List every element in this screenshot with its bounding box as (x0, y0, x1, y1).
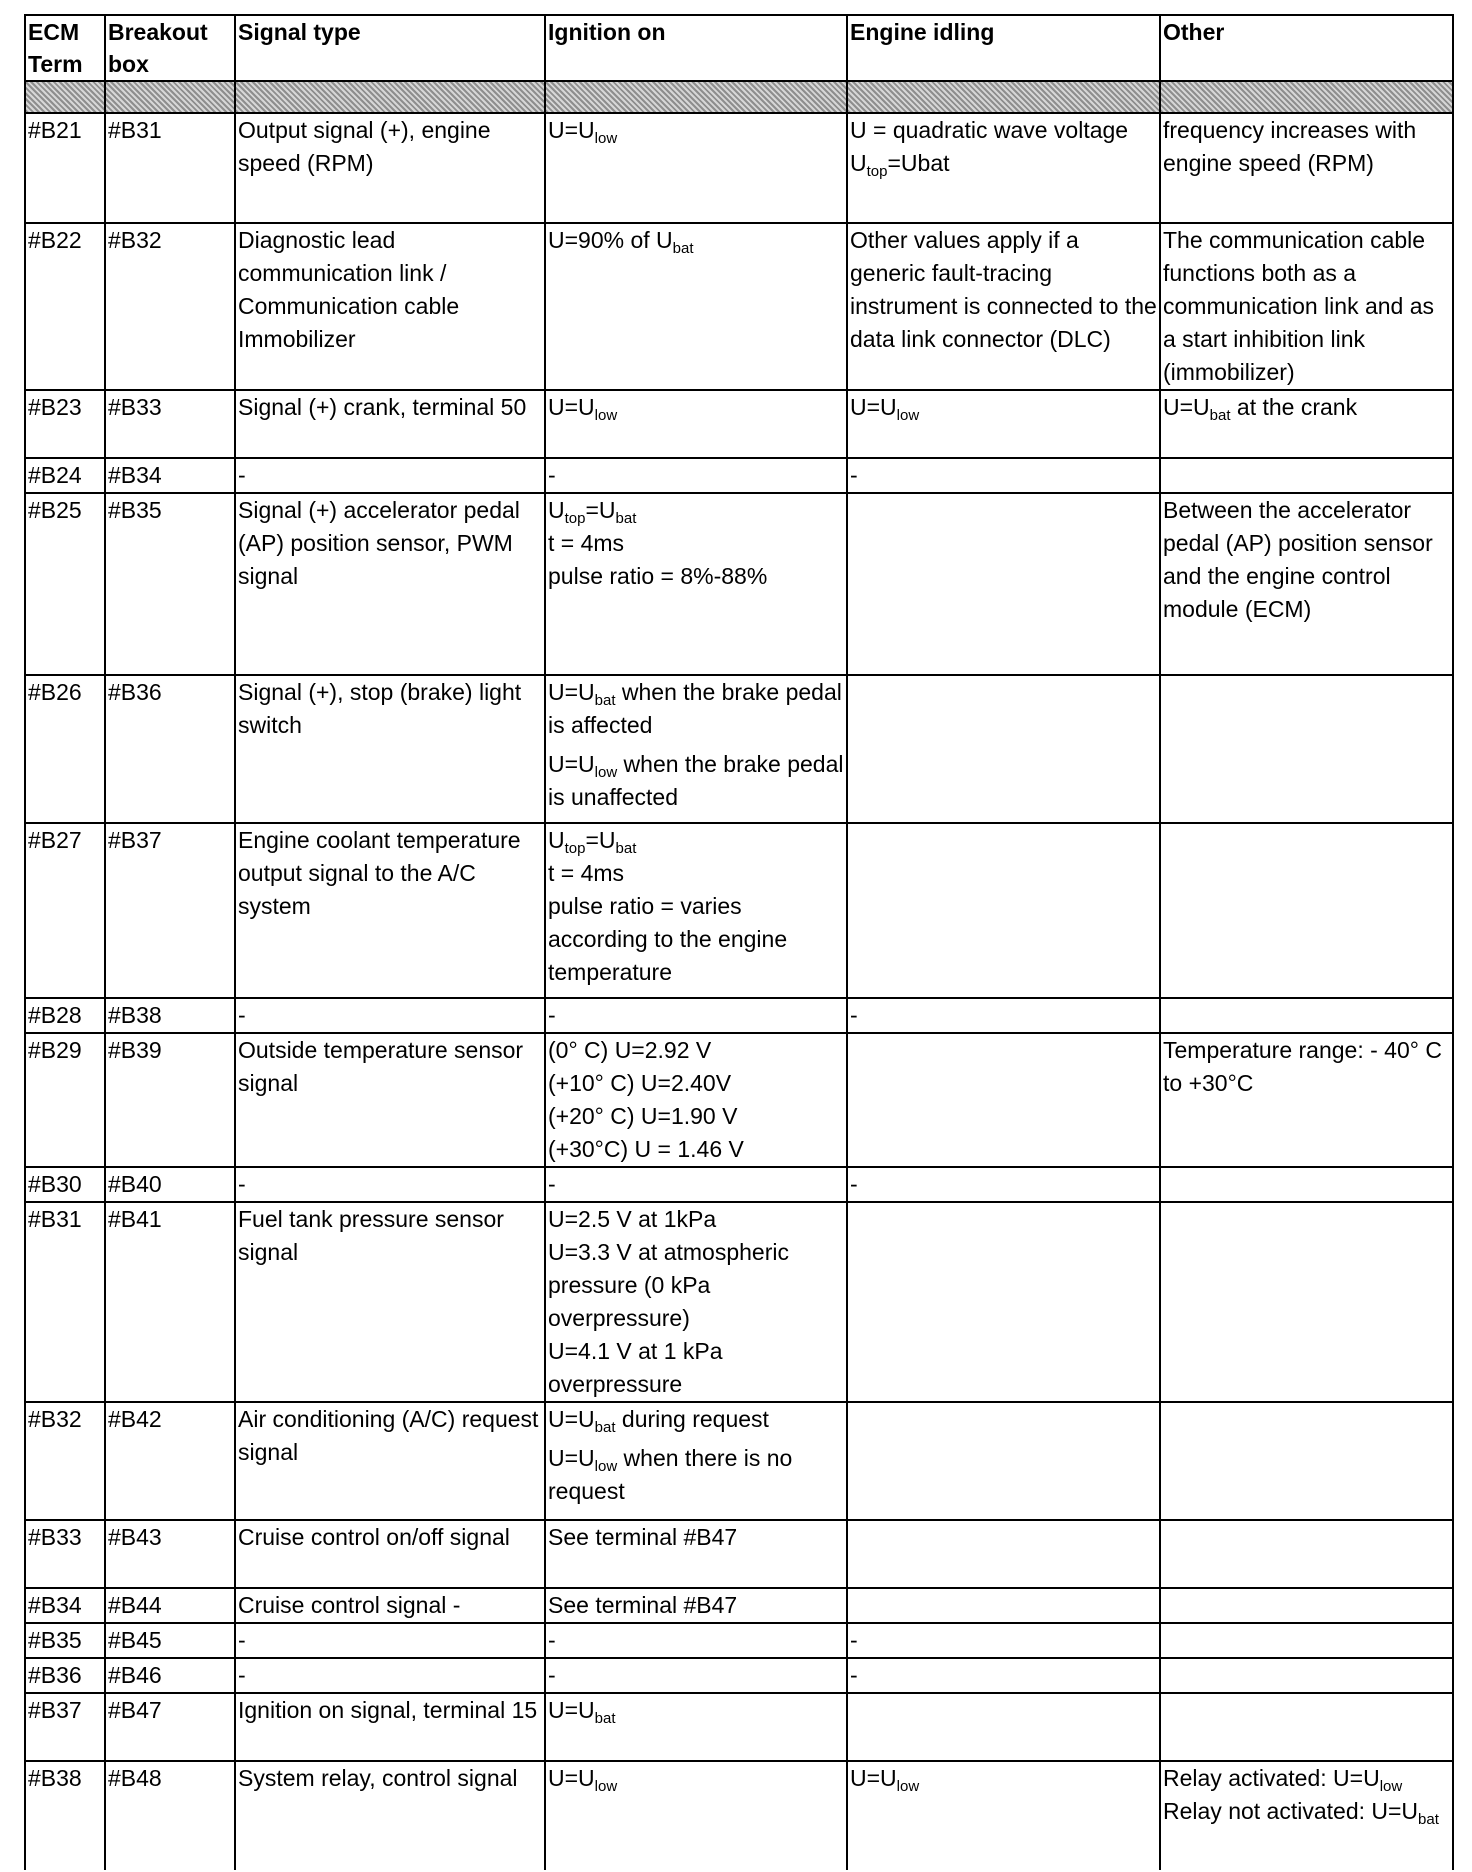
ignition-on-cell (545, 1520, 847, 1588)
signal-type-cell (235, 1658, 545, 1693)
cell-text: $U=U_{bat}$ during request (548, 1406, 769, 1436)
cell-text: Relay activated: $U=U_{low}$ (1163, 1765, 1403, 1795)
cell-text: System relay, control signal (238, 1765, 518, 1791)
cell-text: Output signal (+), engine speed (RPM) (238, 117, 491, 176)
ecm-term-cell (25, 1167, 105, 1202)
ecm-terminal-document (24, 14, 1454, 1870)
ecm-term-cell (25, 998, 105, 1033)
cell-text: frequency increases with engine speed (RPM) (1163, 117, 1417, 176)
signal-type-cell (235, 1167, 545, 1202)
cell-text: $U_{top}=U_{bat}$ (548, 827, 637, 857)
cell-text: Signal (+) crank, terminal 50 (238, 394, 527, 420)
other-cell (1160, 1167, 1453, 1202)
cell-text: $U=U_{low}$ (850, 1765, 920, 1795)
cell-text: - (238, 1627, 246, 1653)
signal-type-cell (235, 1033, 545, 1167)
cell-text: - (238, 1171, 246, 1197)
ignition-on-cell (545, 1402, 847, 1520)
signal-type-cell (235, 1761, 545, 1870)
cell-text: #B32 (108, 227, 162, 253)
cell-text: #B35 (28, 1627, 82, 1653)
cell-text: $U=U_{bat}$ (548, 1697, 616, 1727)
ignition-on-cell (545, 1693, 847, 1761)
ecm-term-cell (25, 675, 105, 823)
signal-type-cell (235, 493, 545, 675)
table-row (25, 1167, 1453, 1202)
hatched-cell (25, 81, 105, 113)
engine-idling-cell (847, 1520, 1160, 1588)
table-row (25, 1761, 1453, 1870)
cell-text: #B30 (28, 1171, 82, 1197)
engine-idling-cell (847, 113, 1160, 223)
signal-type-cell (235, 1402, 545, 1520)
other-cell (1160, 493, 1453, 675)
header-row (25, 15, 1453, 81)
cell-text: Relay not activated: $U=U_{bat}$ (1163, 1798, 1439, 1828)
engine-idling-cell (847, 458, 1160, 493)
engine-idling-cell (847, 1167, 1160, 1202)
cell-text: Signal (+) accelerator pedal (AP) position sensor, PWM signal (238, 497, 520, 589)
breakout-box-cell (105, 1761, 235, 1870)
cell-text: #B24 (28, 462, 82, 488)
ecm-term-cell (25, 1520, 105, 1588)
cell-text: #B47 (108, 1697, 162, 1723)
ignition-on-cell (545, 998, 847, 1033)
cell-text: - (850, 1662, 858, 1688)
cell-text: - (238, 1002, 246, 1028)
ignition-on-cell (545, 458, 847, 493)
table-row (25, 823, 1453, 998)
engine-idling-cell (847, 1761, 1160, 1870)
cell-text: t = 4ms (548, 860, 625, 886)
ecm-term-cell (25, 1623, 105, 1658)
cell-text: #B46 (108, 1662, 162, 1688)
breakout-box-cell (105, 390, 235, 458)
other-cell (1160, 1658, 1453, 1693)
table-row (25, 1623, 1453, 1658)
engine-idling-cell (847, 223, 1160, 390)
breakout-box-cell (105, 493, 235, 675)
ignition-on-cell (545, 1658, 847, 1693)
engine-idling-cell (847, 1202, 1160, 1402)
cell-text: Ignition on signal, terminal 15 (238, 1697, 538, 1723)
ignition-on-cell (545, 223, 847, 390)
header-ecm-term: ECM Term (25, 15, 105, 81)
cell-text: Signal (+), stop (brake) light switch (238, 679, 522, 738)
other-cell (1160, 1588, 1453, 1623)
breakout-box-cell (105, 1588, 235, 1623)
signal-type-cell (235, 113, 545, 223)
engine-idling-cell (847, 390, 1160, 458)
cell-text: (+30°C) U = 1.46 V (548, 1136, 744, 1162)
other-cell (1160, 390, 1453, 458)
cell-text: - (238, 462, 246, 488)
cell-text: #B44 (108, 1592, 162, 1618)
cell-text: - (548, 462, 556, 488)
cell-text: #B34 (108, 462, 162, 488)
cell-text: $U=U_{low}$ when there is no request (548, 1445, 793, 1504)
signal-type-cell (235, 1588, 545, 1623)
cell-text: #B33 (28, 1524, 82, 1550)
cell-text: #B21 (28, 117, 82, 143)
cell-text: (+10° C) U=2.40V (548, 1070, 732, 1096)
ecm-term-cell (25, 1588, 105, 1623)
hatched-separator-row (25, 81, 1453, 113)
header-breakout-box: Breakout box (105, 15, 235, 81)
ignition-on-cell (545, 1167, 847, 1202)
breakout-box-cell (105, 223, 235, 390)
cell-text: t = 4ms (548, 530, 625, 556)
signal-type-cell (235, 823, 545, 998)
cell-text: - (850, 462, 858, 488)
table-row (25, 998, 1453, 1033)
breakout-box-cell (105, 1033, 235, 1167)
other-cell (1160, 1202, 1453, 1402)
ignition-on-cell (545, 1623, 847, 1658)
other-cell (1160, 1402, 1453, 1520)
ignition-on-cell (545, 675, 847, 823)
cell-text: #B26 (28, 679, 82, 705)
breakout-box-cell (105, 1520, 235, 1588)
table-row (25, 390, 1453, 458)
other-cell (1160, 1033, 1453, 1167)
other-cell (1160, 998, 1453, 1033)
hatched-cell (1160, 81, 1453, 113)
cell-text: #B36 (28, 1662, 82, 1688)
engine-idling-cell (847, 1623, 1160, 1658)
cell-text: $U=U_{bat}$ when the brake pedal is affected (548, 679, 842, 738)
ecm-term-cell (25, 113, 105, 223)
signal-type-cell (235, 458, 545, 493)
ecm-term-cell (25, 1761, 105, 1870)
cell-text: $U=U_{low}$ (548, 394, 618, 424)
cell-text: - (548, 1627, 556, 1653)
engine-idling-cell (847, 493, 1160, 675)
signal-type-cell (235, 390, 545, 458)
ignition-on-cell (545, 1202, 847, 1402)
cell-text: #B31 (28, 1206, 82, 1232)
cell-text: U=4.1 V at 1 kPa overpressure (548, 1338, 723, 1397)
cell-text: #B41 (108, 1206, 162, 1232)
table-row (25, 1588, 1453, 1623)
cell-text: #B40 (108, 1171, 162, 1197)
header-engine-idling: Engine idling (847, 15, 1160, 81)
cell-text: #B43 (108, 1524, 162, 1550)
other-cell (1160, 1761, 1453, 1870)
cell-text: #B35 (108, 497, 162, 523)
engine-idling-cell (847, 823, 1160, 998)
ignition-on-cell (545, 113, 847, 223)
breakout-box-cell (105, 998, 235, 1033)
breakout-box-cell (105, 1623, 235, 1658)
engine-idling-cell (847, 1402, 1160, 1520)
cell-text: - (548, 1171, 556, 1197)
cell-text: #B37 (28, 1697, 82, 1723)
engine-idling-cell (847, 998, 1160, 1033)
cell-text: Cruise control on/off signal (238, 1524, 510, 1550)
cell-text: (+20° C) U=1.90 V (548, 1103, 738, 1129)
cell-text: $U_{top}=Ubat$ (850, 150, 950, 180)
cell-text: - (850, 1171, 858, 1197)
cell-text: - (548, 1002, 556, 1028)
cell-text: U=90% of $U_{bat}$ (548, 227, 694, 257)
ignition-on-cell (545, 1033, 847, 1167)
cell-text: Temperature range: - 40° C to +30°C (1163, 1037, 1442, 1096)
ignition-on-cell (545, 1761, 847, 1870)
hatched-cell (105, 81, 235, 113)
ignition-on-cell (545, 823, 847, 998)
cell-text: #B25 (28, 497, 82, 523)
cell-text: pulse ratio = varies according to the engine temperature (548, 893, 788, 985)
ecm-term-cell (25, 223, 105, 390)
cell-text: #B28 (28, 1002, 82, 1028)
ecm-term-cell (25, 1202, 105, 1402)
cell-text: #B38 (28, 1765, 82, 1791)
signal-type-cell (235, 1520, 545, 1588)
header-signal-type: Signal type (235, 15, 545, 81)
signal-type-cell (235, 223, 545, 390)
ecm-terminal-table (24, 14, 1454, 1870)
table-row (25, 493, 1453, 675)
ecm-term-cell (25, 1693, 105, 1761)
cell-text: The communication cable functions both as a communication link and as a start inhibition link (immobilizer) (1163, 227, 1435, 385)
cell-text: - (850, 1627, 858, 1653)
other-cell (1160, 823, 1453, 998)
table-row (25, 1520, 1453, 1588)
cell-text: Other values apply if a generic fault-tracing instrument is connected to the data link connector (DLC) (850, 227, 1157, 352)
cell-text: #B48 (108, 1765, 162, 1791)
table-row (25, 223, 1453, 390)
table-row (25, 1693, 1453, 1761)
breakout-box-cell (105, 1402, 235, 1520)
cell-text: See terminal #B47 (548, 1524, 738, 1550)
cell-text: #B45 (108, 1627, 162, 1653)
breakout-box-cell (105, 113, 235, 223)
hatched-cell (545, 81, 847, 113)
engine-idling-cell (847, 1693, 1160, 1761)
table-row (25, 113, 1453, 223)
cell-text: #B27 (28, 827, 82, 853)
ecm-term-cell (25, 458, 105, 493)
breakout-box-cell (105, 458, 235, 493)
engine-idling-cell (847, 1658, 1160, 1693)
cell-text: Air conditioning (A/C) request signal (238, 1406, 539, 1465)
breakout-box-cell (105, 1202, 235, 1402)
cell-text: $U=U_{bat}$ at the crank (1163, 394, 1358, 424)
other-cell (1160, 223, 1453, 390)
signal-type-cell (235, 998, 545, 1033)
cell-text: - (850, 1002, 858, 1028)
cell-text: #B36 (108, 679, 162, 705)
cell-text: Outside temperature sensor signal (238, 1037, 524, 1096)
other-cell (1160, 1623, 1453, 1658)
cell-text: $U_{top}=U_{bat}$ (548, 497, 637, 527)
cell-text: Fuel tank pressure sensor signal (238, 1206, 504, 1265)
cell-text: #B22 (28, 227, 82, 253)
breakout-box-cell (105, 675, 235, 823)
signal-type-cell (235, 1693, 545, 1761)
cell-text: - (238, 1662, 246, 1688)
cell-text: #B37 (108, 827, 162, 853)
ecm-term-cell (25, 1033, 105, 1167)
table-row (25, 1033, 1453, 1167)
cell-text: Between the accelerator pedal (AP) position sensor and the engine control module (ECM) (1163, 497, 1433, 622)
cell-text: - (548, 1662, 556, 1688)
cell-text: #B34 (28, 1592, 82, 1618)
ecm-term-cell (25, 493, 105, 675)
ecm-term-cell (25, 1658, 105, 1693)
ignition-on-cell (545, 1588, 847, 1623)
signal-type-cell (235, 1623, 545, 1658)
ecm-term-cell (25, 823, 105, 998)
cell-text: Engine coolant temperature output signal to the A/C system (238, 827, 521, 919)
cell-text: #B39 (108, 1037, 162, 1063)
cell-text: $U=U_{low}$ when the brake pedal is unaffected (548, 751, 844, 810)
ignition-on-cell (545, 493, 847, 675)
cell-text: #B29 (28, 1037, 82, 1063)
table-body (25, 113, 1453, 1870)
other-cell (1160, 675, 1453, 823)
other-cell (1160, 458, 1453, 493)
ecm-term-cell (25, 390, 105, 458)
cell-text: See terminal #B47 (548, 1592, 738, 1618)
header-ignition-on: Ignition on (545, 15, 847, 81)
cell-text: #B23 (28, 394, 82, 420)
signal-type-cell (235, 675, 545, 823)
cell-text: #B38 (108, 1002, 162, 1028)
breakout-box-cell (105, 1658, 235, 1693)
signal-type-cell (235, 1202, 545, 1402)
breakout-box-cell (105, 1167, 235, 1202)
table-row (25, 1202, 1453, 1402)
cell-text: pulse ratio = 8%-88% (548, 563, 768, 589)
cell-text: $U=U_{low}$ (850, 394, 920, 424)
header-other: Other (1160, 15, 1453, 81)
cell-text: U=2.5 V at 1kPa (548, 1206, 717, 1232)
hatched-cell (235, 81, 545, 113)
ecm-term-cell (25, 1402, 105, 1520)
cell-text: (0° C) U=2.92 V (548, 1037, 712, 1063)
cell-text: #B32 (28, 1406, 82, 1432)
cell-text: $U=U_{low}$ (548, 1765, 618, 1795)
cell-text: #B42 (108, 1406, 162, 1432)
table-row (25, 1402, 1453, 1520)
other-cell (1160, 113, 1453, 223)
table-row (25, 1658, 1453, 1693)
breakout-box-cell (105, 1693, 235, 1761)
other-cell (1160, 1520, 1453, 1588)
other-cell (1160, 1693, 1453, 1761)
table-row (25, 675, 1453, 823)
cell-text: #B31 (108, 117, 162, 143)
table-row (25, 458, 1453, 493)
ignition-on-cell (545, 390, 847, 458)
hatched-cell (847, 81, 1160, 113)
cell-text: Cruise control signal - (238, 1592, 461, 1618)
engine-idling-cell (847, 1588, 1160, 1623)
engine-idling-cell (847, 675, 1160, 823)
cell-text: #B33 (108, 394, 162, 420)
cell-text: Diagnostic lead communication link / Communication cable Immobilizer (238, 227, 460, 352)
breakout-box-cell (105, 823, 235, 998)
cell-text: $U=U_{low}$ (548, 117, 618, 147)
engine-idling-cell (847, 1033, 1160, 1167)
cell-text: U=3.3 V at atmospheric pressure (0 kPa overpressure) (548, 1239, 789, 1331)
cell-text: U = quadratic wave voltage (850, 117, 1129, 143)
